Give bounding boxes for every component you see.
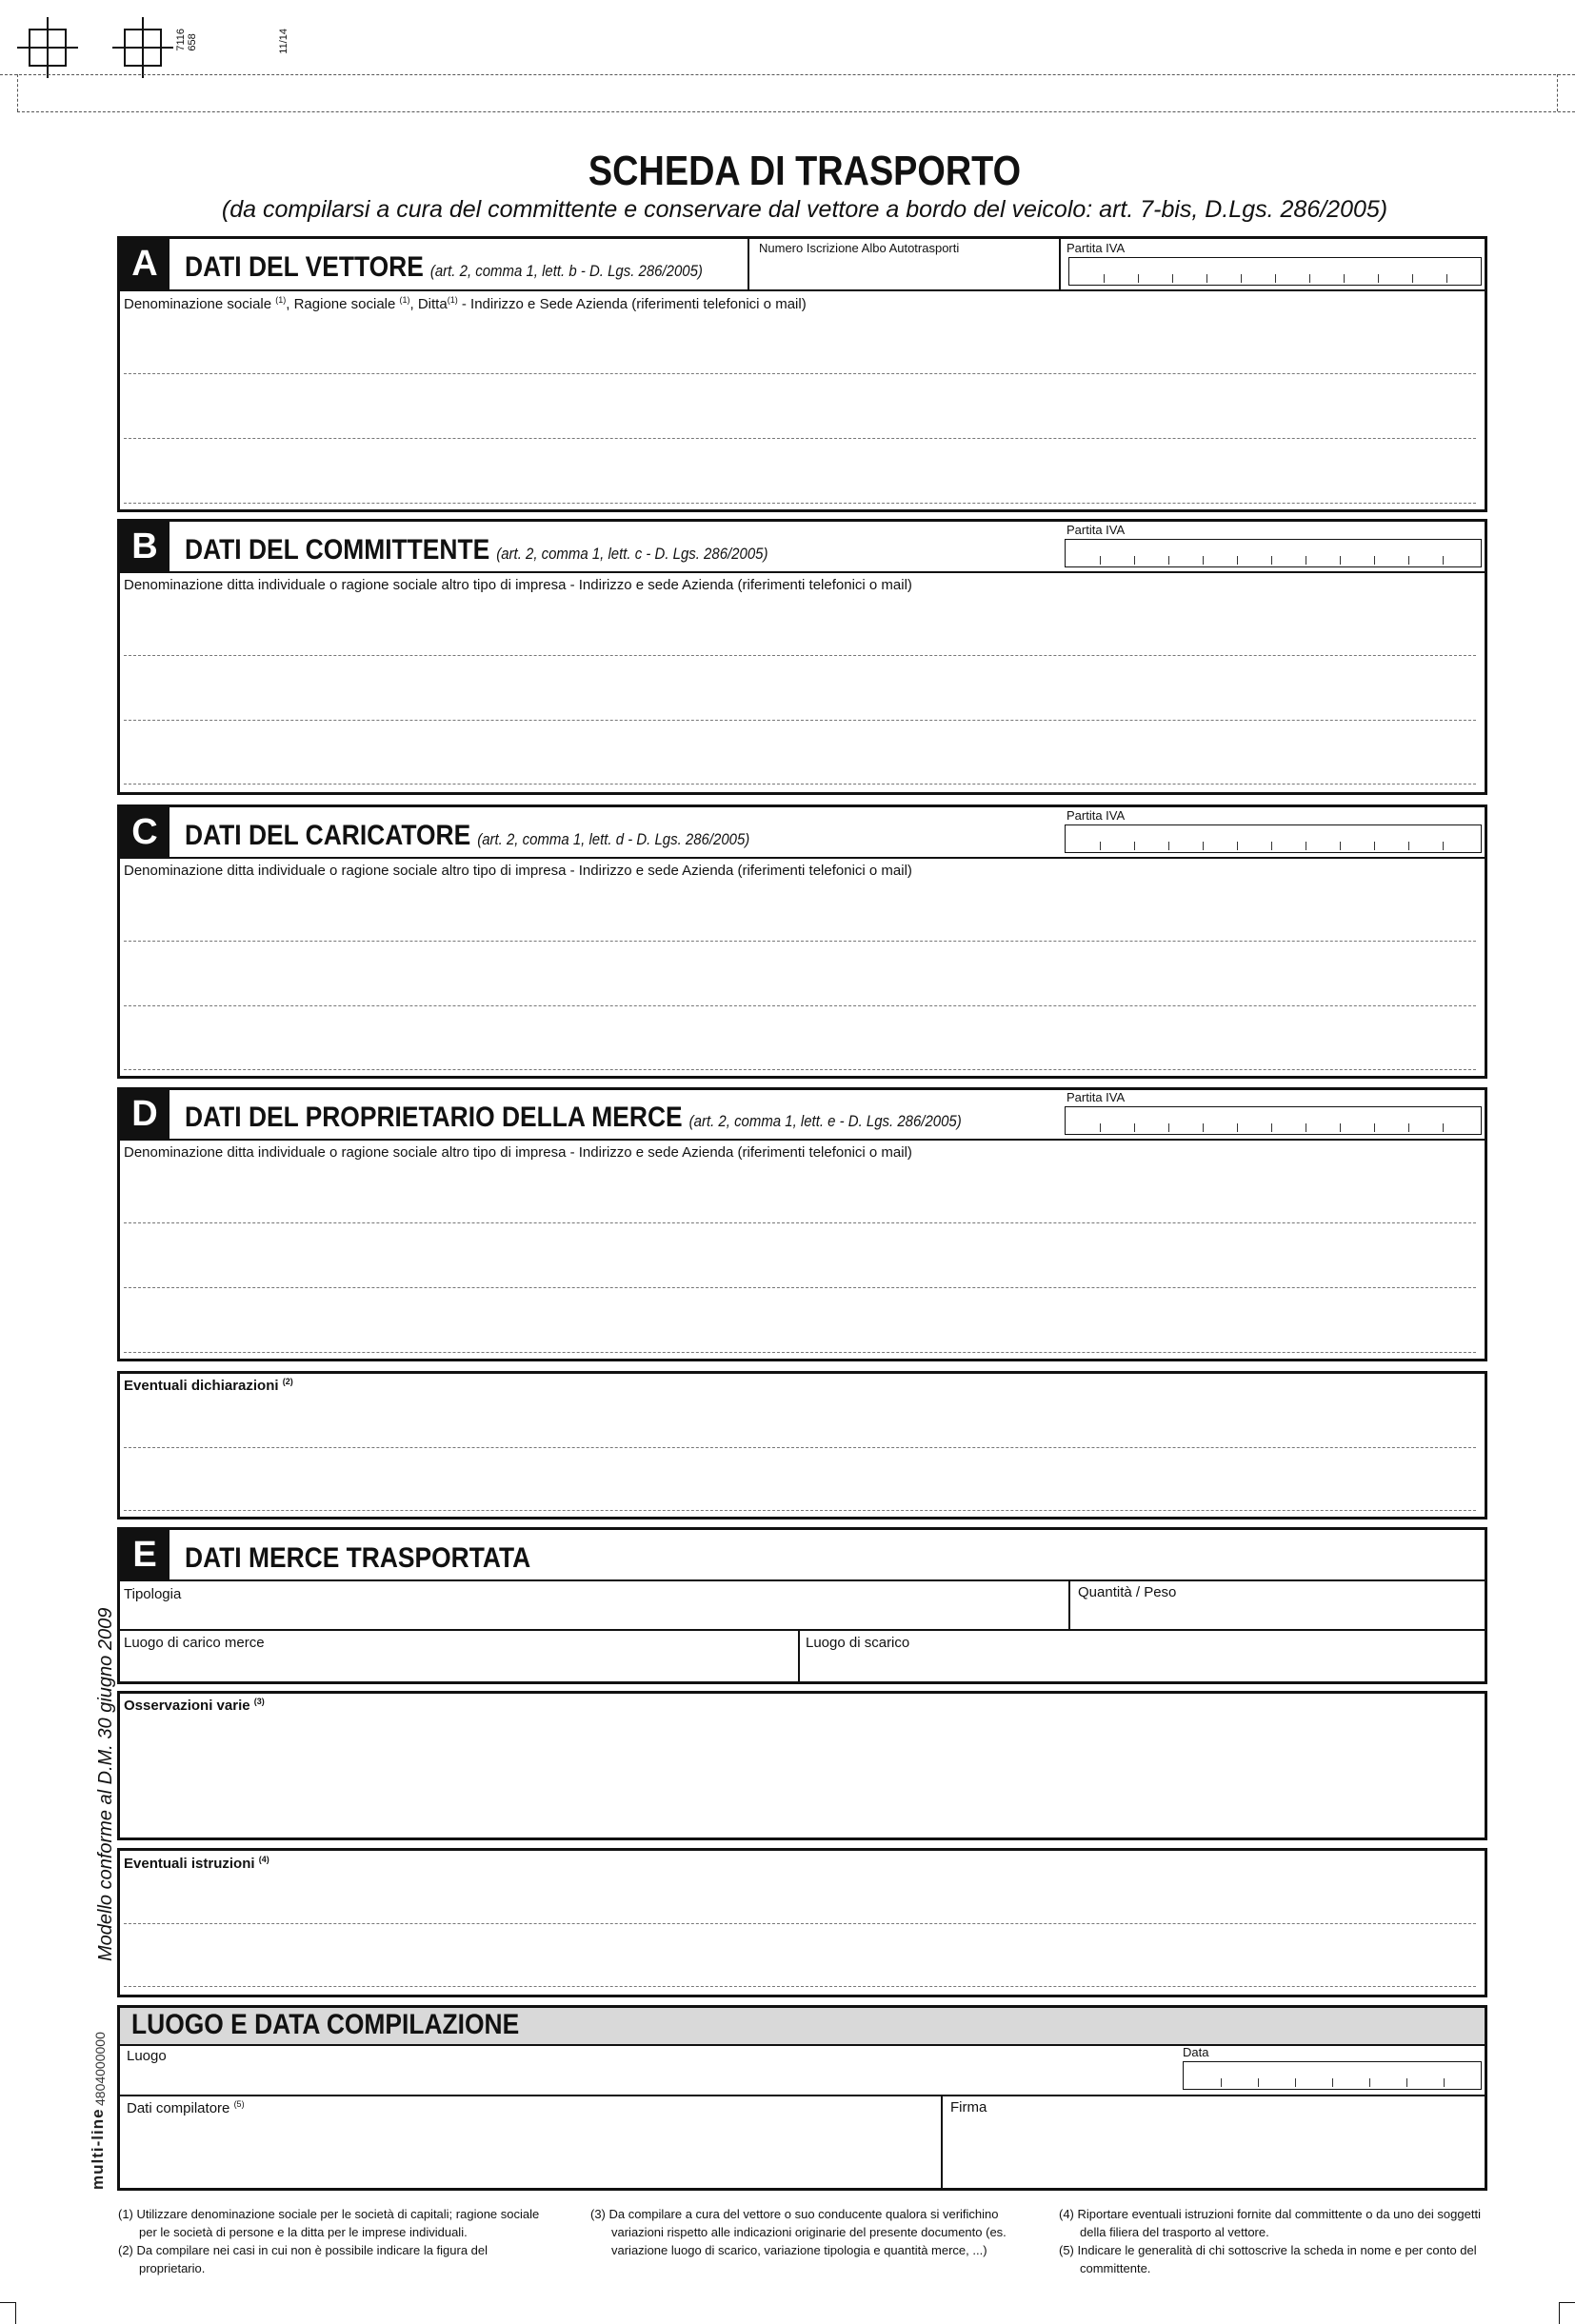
section-c-line-3[interactable]	[124, 1069, 1476, 1070]
partita-iva-a-label: Partita IVA	[1067, 241, 1126, 255]
section-c-line-2[interactable]	[124, 1005, 1476, 1006]
section-a-heading: DATI DEL VETTORE (art. 2, comma 1, lett. b - D. Lgs. 286/2005)	[185, 251, 703, 283]
osservazioni-box[interactable]	[117, 1691, 1487, 1840]
dichiarazioni-label: Eventuali dichiarazioni $^{(2)}$	[124, 1377, 293, 1394]
print-code-c: 11/14	[278, 29, 289, 54]
luogo-label: Luogo	[127, 2048, 167, 2064]
section-b-letter: B	[120, 522, 169, 571]
crop-mark-1	[29, 29, 67, 67]
scarico-label: Luogo di scarico	[806, 1635, 910, 1651]
tipologia-label: Tipologia	[124, 1586, 182, 1602]
section-b-field-label: Denominazione ditta individuale o ragione sociale altro tipo di impresa - Indirizzo e sede Azienda (riferimenti telefonici o mail)	[124, 577, 912, 593]
dichiarazioni-line-1[interactable]	[124, 1447, 1476, 1448]
note-3: (3) Da compilare a cura del vettore o suo conducente qualora si verifichino variazioni rispetto alle indicazioni originarie del presente documento (es. variazione luogo di scarico, variazione tipologia e quantità merce, ...)	[590, 2207, 1007, 2257]
perforation-right	[1557, 74, 1558, 111]
partita-iva-b-input[interactable]	[1065, 539, 1482, 567]
osservazioni-label: Osservazioni varie $^{(3)}$	[124, 1697, 265, 1714]
print-code-a: 7116 658	[175, 29, 198, 51]
side-code: 4804000000	[92, 2032, 108, 2106]
page-subtitle: (da compilarsi a cura del committente e conservare dal vettore a bordo del veicolo: art. 7-bis, D.Lgs. 286/2005)	[221, 196, 1388, 223]
page-title: SCHEDA DI TRASPORTO	[588, 148, 1022, 194]
section-d-line-2[interactable]	[124, 1287, 1476, 1288]
crop-mark-2	[124, 29, 162, 67]
section-c-line-1[interactable]	[124, 941, 1476, 942]
istruzioni-line-2[interactable]	[124, 1986, 1476, 1987]
section-b-heading: DATI DEL COMMITTENTE (art. 2, comma 1, lett. c - D. Lgs. 286/2005)	[185, 534, 768, 566]
section-c-field-label: Denominazione ditta individuale o ragione sociale altro tipo di impresa - Indirizzo e sede Azienda (riferimenti telefonici o mail)	[124, 863, 912, 879]
partita-iva-a-input[interactable]	[1068, 257, 1482, 286]
multiline-logo: multi-line	[89, 2108, 107, 2190]
section-a-letter: A	[120, 239, 169, 289]
albo-label: Numero Iscrizione Albo Autotrasporti	[759, 241, 960, 255]
note-2: (2) Da compilare nei casi in cui non è possibile indicare la figura del proprietario.	[118, 2243, 488, 2275]
section-e-letter: E	[120, 1530, 169, 1579]
modello-conforme-side-text: Modello conforme al D.M. 30 giugno 2009	[95, 1607, 116, 1961]
perforation-bottom	[17, 111, 1575, 112]
note-5: (5) Indicare le generalità di chi sottoscrive la scheda in nome e per conto del committente.	[1059, 2243, 1477, 2275]
section-a-line-3[interactable]	[124, 503, 1476, 504]
data-label: Data	[1183, 2045, 1209, 2059]
section-d-heading: DATI DEL PROPRIETARIO DELLA MERCE (art. 2, comma 1, lett. e - D. Lgs. 286/2005)	[185, 1102, 962, 1133]
section-c-heading: DATI DEL CARICATORE (art. 2, comma 1, lett. d - D. Lgs. 286/2005)	[185, 820, 750, 851]
perforation-top	[0, 74, 1575, 75]
section-d-line-3[interactable]	[124, 1352, 1476, 1353]
section-b-line-1[interactable]	[124, 655, 1476, 656]
dichiarazioni-line-2[interactable]	[124, 1510, 1476, 1511]
dichiarazioni-box	[117, 1371, 1487, 1520]
notes-col-3	[1059, 2205, 1489, 2277]
data-input[interactable]	[1183, 2061, 1482, 2090]
section-b-line-2[interactable]	[124, 720, 1476, 721]
section-d-line-1[interactable]	[124, 1222, 1476, 1223]
partita-iva-d-label: Partita IVA	[1067, 1090, 1126, 1104]
section-d-letter: D	[120, 1090, 169, 1139]
section-e-heading: DATI MERCE TRASPORTATA	[185, 1542, 531, 1574]
section-a-field-label: Denominazione sociale $^{(1)}$, Ragione sociale $^{(1)}$, Ditta$^{(1)}$ - Indirizzo e Sede Azienda (riferimenti telefonici o mail)	[124, 295, 807, 312]
compilazione-heading: LUOGO E DATA COMPILAZIONE	[131, 2009, 520, 2040]
compilatore-label: Dati compilatore $^{(5)}$	[127, 2099, 245, 2116]
istruzioni-label: Eventuali istruzioni $^{(4)}$	[124, 1855, 269, 1872]
notes-col-2	[590, 2205, 1021, 2259]
perforation-left	[17, 74, 18, 111]
carico-label: Luogo di carico merce	[124, 1635, 265, 1651]
quantita-label: Quantità / Peso	[1078, 1584, 1177, 1600]
note-4: (4) Riportare eventuali istruzioni fornite dal committente o da uno dei soggetti della filiera del trasporto al vettore.	[1059, 2207, 1481, 2239]
partita-iva-c-input[interactable]	[1065, 824, 1482, 853]
partita-iva-b-label: Partita IVA	[1067, 523, 1126, 537]
partita-iva-c-label: Partita IVA	[1067, 808, 1126, 823]
section-a-line-1[interactable]	[124, 373, 1476, 374]
section-b-line-3[interactable]	[124, 784, 1476, 785]
partita-iva-d-input[interactable]	[1065, 1106, 1482, 1135]
notes-col-1	[118, 2205, 556, 2277]
istruzioni-line-1[interactable]	[124, 1923, 1476, 1924]
firma-label: Firma	[950, 2099, 987, 2115]
section-a-line-2[interactable]	[124, 438, 1476, 439]
note-1: (1) Utilizzare denominazione sociale per le società di capitali; ragione sociale per le società di persone e la ditta per le imprese individuali.	[118, 2207, 540, 2239]
section-d-field-label: Denominazione ditta individuale o ragione sociale altro tipo di impresa - Indirizzo e sede Azienda (riferimenti telefonici o mail)	[124, 1144, 912, 1161]
section-c-letter: C	[120, 807, 169, 857]
